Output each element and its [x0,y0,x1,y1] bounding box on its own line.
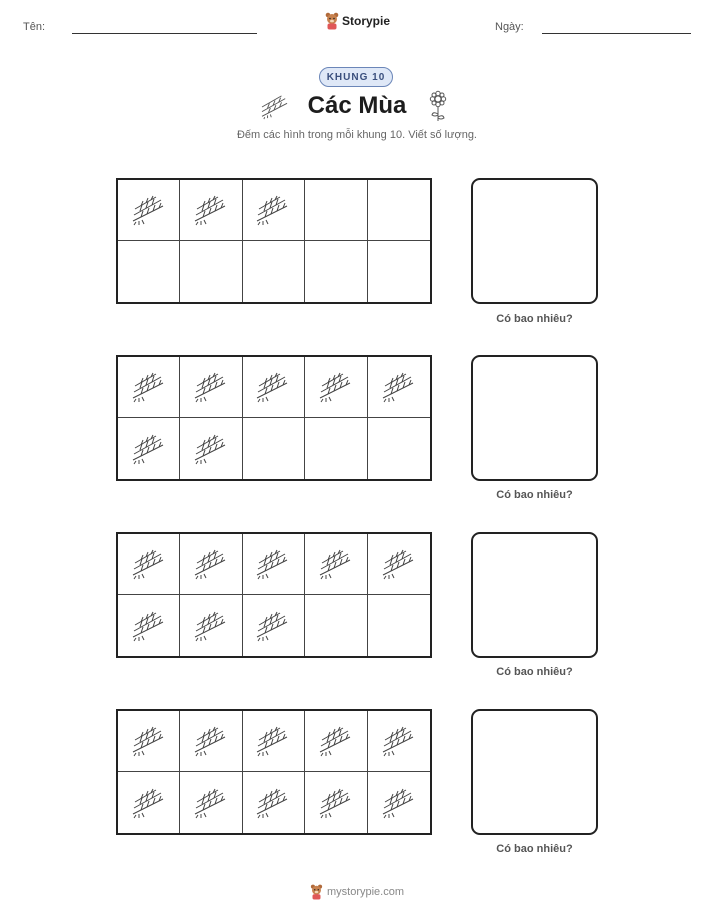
frame-cell [243,418,305,479]
frame-cell [305,595,367,656]
name-field[interactable] [72,33,257,34]
wheat-icon [379,786,419,820]
name-label: Tên: [23,21,46,33]
frame-cell [243,180,305,241]
frame-cell [180,711,242,772]
ten-frame-1 [116,178,432,304]
question-label-1: Có bao nhiêu? [496,313,573,325]
wheat-icon [129,724,169,758]
bear-icon [325,12,339,30]
wheat-icon [129,547,169,581]
frame-cell [368,711,430,772]
frame-cell [243,711,305,772]
frame-cell [368,595,430,656]
frame-cell [368,241,430,302]
frame-cell [118,180,180,241]
frame-cell [118,418,180,479]
wheat-icon [129,609,169,643]
wheat-icon [129,193,169,227]
frame-cell [243,595,305,656]
question-label-3: Có bao nhiêu? [496,666,573,678]
answer-box-4[interactable] [471,709,598,835]
wheat-icon [379,370,419,404]
frame-cell [243,357,305,418]
frame-cell [368,357,430,418]
frame-cell [180,418,242,479]
date-field[interactable] [542,33,691,34]
frame-cell [243,534,305,595]
wheat-icon [191,609,231,643]
date-label: Ngày: [495,21,524,33]
wheat-icon [191,547,231,581]
frame-cell [305,241,367,302]
frame-cell [180,180,242,241]
worksheet-badge: KHUNG 10 [319,67,393,87]
wheat-icon [253,370,293,404]
frame-cell [305,180,367,241]
wheat-icon [253,547,293,581]
sunflower-icon [428,90,448,122]
footer-url: mystorypie.com [326,886,405,898]
answer-box-3[interactable] [471,532,598,658]
brand-name: Storypie [342,14,391,28]
ten-frame-2 [116,355,432,481]
page-title: Các Mùa [307,92,407,119]
wheat-icon [253,193,293,227]
frame-cell [243,241,305,302]
frame-cell [305,772,367,833]
wheat-icon [191,432,231,466]
frame-cell [368,772,430,833]
frame-cell [118,357,180,418]
ten-frame-3 [116,532,432,658]
frame-cell [368,418,430,479]
wheat-icon [191,370,231,404]
instructions: Đếm các hình trong mỗi khung 10. Viết số lượng. [236,129,477,141]
frame-cell [368,180,430,241]
wheat-icon [316,370,356,404]
bear-icon [310,884,323,900]
frame-cell [118,241,180,302]
frame-cell [118,534,180,595]
frame-cell [305,534,367,595]
wheat-icon [316,724,356,758]
wheat-icon [191,193,231,227]
wheat-icon [129,786,169,820]
wheat-icon [129,370,169,404]
frame-cell [118,772,180,833]
wheat-icon [253,724,293,758]
frame-cell [305,357,367,418]
answer-box-1[interactable] [471,178,598,304]
frame-cell [305,711,367,772]
wheat-icon [253,609,293,643]
question-label-2: Có bao nhiêu? [496,489,573,501]
footer [0,884,714,900]
wheat-icon [316,786,356,820]
wheat-icon [191,724,231,758]
frame-cell [305,418,367,479]
frame-cell [118,711,180,772]
frame-cell [180,357,242,418]
frame-cell [243,772,305,833]
ten-frame-4 [116,709,432,835]
frame-cell [180,534,242,595]
wheat-icon [316,547,356,581]
wheat-icon [129,432,169,466]
frame-cell [180,595,242,656]
frame-cell [180,772,242,833]
brand-logo [325,12,390,30]
frame-cell [368,534,430,595]
frame-cell [118,595,180,656]
answer-box-2[interactable] [471,355,598,481]
question-label-4: Có bao nhiêu? [496,843,573,855]
wheat-icon [379,547,419,581]
wheat-icon [253,786,293,820]
frame-cell [180,241,242,302]
wheat-icon [191,786,231,820]
wheat-icon [379,724,419,758]
